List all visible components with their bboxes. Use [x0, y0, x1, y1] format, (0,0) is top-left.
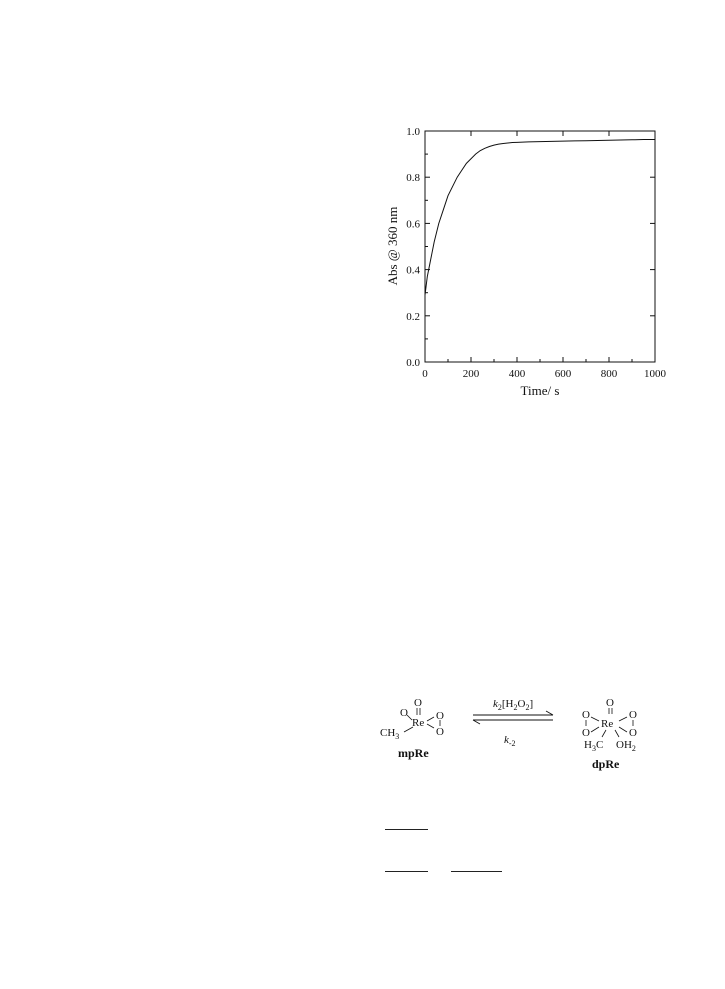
- atom-o-right-bottom: O: [436, 726, 444, 738]
- y-tick-label: 0.6: [406, 218, 420, 231]
- atom-o-top: O: [414, 697, 422, 709]
- x-tick-label: 1000: [644, 368, 666, 380]
- y-axis-label: Abs @ 360 nm: [385, 206, 400, 286]
- methyl-group: $CH_3$: [380, 727, 400, 741]
- x-axis: [422, 131, 666, 380]
- fraction-bar-3: [451, 871, 502, 872]
- reverse-rate-label: $k_{-2}$: [504, 734, 516, 748]
- product-atom-o-left-bottom: O: [582, 727, 590, 739]
- atom-o-right-top: O: [436, 710, 444, 722]
- y-axis: [406, 126, 655, 369]
- plot-area: [425, 131, 655, 362]
- reaction-scheme: [370, 690, 670, 780]
- series-line: [425, 140, 655, 295]
- product-methyl-group: $H_3C$: [584, 739, 604, 753]
- equilibrium-arrows: [473, 698, 553, 748]
- product-atom-o-left-top: O: [582, 709, 590, 721]
- x-tick-label: 600: [554, 368, 572, 380]
- y-tick-label: 1.0: [406, 126, 420, 138]
- product-water-ligand: $OH_2$: [616, 739, 636, 753]
- x-tick-label: 200: [462, 368, 480, 380]
- atom-re: Re: [412, 717, 425, 729]
- atom-o-left: O: [400, 707, 408, 719]
- y-tick-label: 0.4: [406, 264, 420, 277]
- fraction-bar-1: [385, 829, 428, 830]
- y-tick-label: 0.0: [406, 357, 420, 369]
- absorbance-chart: [370, 118, 680, 403]
- product-label: dpRe: [592, 757, 620, 771]
- reactant-structure: [380, 697, 444, 760]
- product-atom-o-top: O: [606, 697, 614, 709]
- x-tick-label: 800: [600, 368, 618, 380]
- product-atom-re: Re: [601, 718, 614, 730]
- product-structure: [582, 697, 637, 771]
- product-atom-o-right-top: O: [629, 709, 637, 721]
- fraction-bar-2: [385, 871, 428, 872]
- product-atom-o-right-bottom: O: [629, 727, 637, 739]
- x-tick-label: 0: [422, 368, 428, 380]
- x-axis-label: Time/ s: [520, 383, 560, 398]
- y-tick-label: 0.2: [406, 310, 420, 323]
- y-tick-label: 0.8: [406, 172, 420, 185]
- forward-rate-label: $k_2[H_2O_2]$: [493, 698, 534, 712]
- reactant-label: mpRe: [398, 746, 429, 760]
- plot-frame: [425, 131, 655, 362]
- x-tick-label: 400: [508, 368, 526, 380]
